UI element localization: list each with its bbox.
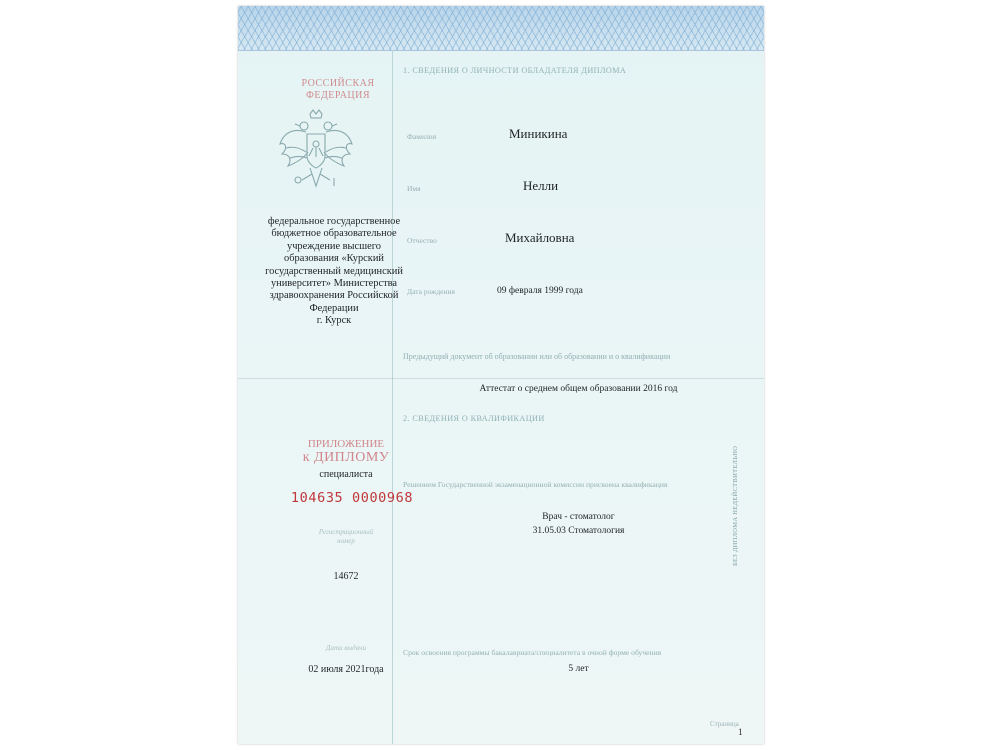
- institution-line: здравоохранения Российской: [269, 290, 399, 302]
- page-number: 1: [738, 727, 743, 737]
- right-column: [393, 50, 764, 744]
- appendix-line-2: к ДИПЛОМУ: [302, 450, 390, 465]
- guilloche-border: [238, 6, 764, 51]
- institution-line: образования «Курский: [284, 253, 384, 265]
- institution-line: учреждение высшего: [287, 240, 381, 252]
- page-label: Страница: [710, 720, 739, 728]
- name-label: Имя: [407, 184, 421, 193]
- institution-line: государственный медицинский: [265, 265, 403, 277]
- serial-number: 104635 0000968: [290, 490, 414, 506]
- qualification-title: Врач - стоматолог: [542, 512, 615, 522]
- degree-level: специалиста: [319, 469, 373, 480]
- validity-note: БЕЗ ДИПЛОМА НЕДЕЙСТВИТЕЛЬНО: [732, 445, 739, 566]
- patronymic-label: Отчество: [407, 236, 437, 245]
- patronymic-value: Михайловна: [505, 230, 575, 245]
- name-value: Нелли: [523, 178, 559, 193]
- previous-document-value: Аттестат о среднем общем образовании 2016 год: [479, 384, 678, 394]
- study-duration-value: 5 лет: [568, 664, 589, 674]
- diploma-supplement-page: [238, 6, 764, 744]
- surname-label: Фамилия: [407, 132, 437, 141]
- qualification-section-title: 2. СВЕДЕНИЯ О КВАЛИФИКАЦИИ: [403, 414, 545, 423]
- institution-line: университет» Министерства: [270, 278, 398, 290]
- institution-line: бюджетное образовательное: [271, 228, 397, 240]
- coat-of-arms-icon: [276, 108, 356, 194]
- institution-line: г. Курск: [316, 315, 352, 327]
- reg-number: 14672: [333, 571, 359, 582]
- previous-document-label: Предыдущий документ об образовании или об образовании и о квалификации: [403, 352, 671, 361]
- issue-date-label: Дата выдачи: [326, 644, 366, 652]
- commission-decision-label: Решением Государственной экзаменационной комиссии присвоена квалификация: [403, 480, 668, 489]
- issue-date: 02 июля 2021года: [308, 664, 384, 675]
- reg-label-line-2: номер: [337, 537, 355, 545]
- specialty-code: 31.05.03 Стоматология: [532, 526, 625, 536]
- reg-label-line-1: Регистрационный: [318, 528, 374, 536]
- birth-date-label: Дата рождения: [407, 287, 455, 296]
- appendix-line-1: ПРИЛОЖЕНИЕ: [307, 438, 385, 450]
- institution-line: федеральное государственное: [267, 216, 401, 227]
- country-line-2: ФЕДЕРАЦИЯ: [305, 90, 371, 101]
- country-line-1: РОССИЙСКАЯ: [301, 78, 375, 89]
- study-duration-label: Срок освоения программы бакалавриата/специалитета в очной форме обучения: [403, 648, 662, 657]
- personal-section-title: 1. СВЕДЕНИЯ О ЛИЧНОСТИ ОБЛАДАТЕЛЯ ДИПЛОМА: [403, 66, 627, 75]
- institution-line: Федерации: [309, 302, 359, 314]
- birth-date-value: 09 февраля 1999 года: [497, 286, 583, 296]
- surname-value: Миникина: [509, 126, 568, 141]
